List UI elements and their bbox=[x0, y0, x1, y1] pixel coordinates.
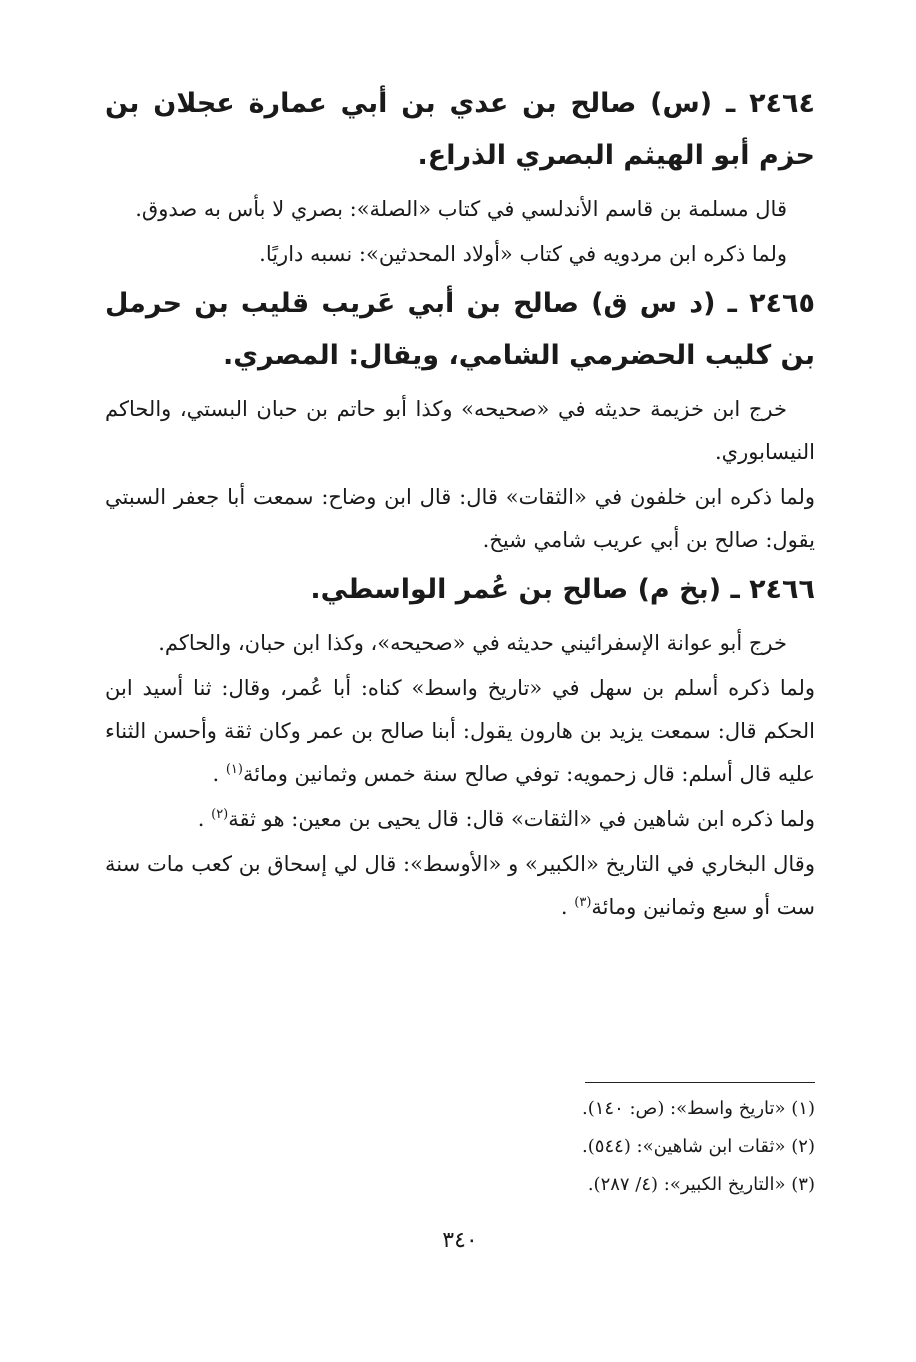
entry-paragraph-with-footnote: ولما ذكره أسلم بن سهل في «تاريخ واسط» كناه: أبا عُمر، وقال: ثنا أسيد ابن الحكم قال: سمعت يزيد بن هارون يقول: أبنا صالح بن عمر وكان ثقة وأحسن الثناء عليه قال أسلم: قال زحمويه: توفي صالح سنة خمس وثمانين ومائة$^{(١)}$ . bbox=[105, 676, 815, 786]
footnote-1: (١) «تاريخ واسط»: (ص: ١٤٠). bbox=[582, 1098, 815, 1119]
entry-paragraph-with-footnote: وقال البخاري في التاريخ «الكبير» و «الأوسط»: قال لي إسحاق بن كعب مات سنة ست أو سبع وثمانين ومائة$^{(٣)}$ . bbox=[105, 852, 815, 919]
entry-paragraph: ولما ذكره ابن خلفون في «الثقات» قال: قال ابن وضاح: سمعت أبا جعفر السبتي يقول: صالح بن أبي عريب شامي شيخ. bbox=[105, 485, 815, 552]
entry-paragraph: قال مسلمة بن قاسم الأندلسي في كتاب «الصلة»: بصري لا بأس به صدوق. bbox=[135, 197, 787, 221]
footnote-divider bbox=[585, 1082, 815, 1083]
entry-heading-2464: ٢٤٦٤ ـ (س) صالح بن عدي بن أبي عمارة عجلان بن حزم أبو الهيثم البصري الذراع. bbox=[105, 88, 815, 171]
footnote-mark-1: (١) bbox=[225, 762, 243, 777]
footnote-mark-3: (٣) bbox=[574, 895, 592, 910]
footnotes bbox=[105, 1090, 815, 1204]
paragraph-text: ولما ذكره ابن شاهين في «الثقات» قال: قال يحيى بن معين: هو ثقة bbox=[228, 807, 815, 831]
footnote-3: (٣) «التاريخ الكبير»: (٤/ ٢٨٧). bbox=[587, 1174, 815, 1195]
footnote-mark-2: (٢) bbox=[211, 807, 229, 822]
entry-paragraph: ولما ذكره ابن مردويه في كتاب «أولاد المحدثين»: نسبه داريًا. bbox=[259, 242, 787, 266]
entry-heading-2465: ٢٤٦٥ ـ (د س ق) صالح بن أبي عَريب قليب بن حرمل بن كليب الحضرمي الشامي، ويقال: المصري. bbox=[105, 288, 815, 371]
page-number: ٣٤٠ bbox=[442, 1228, 478, 1253]
footnote-2: (٢) «ثقات ابن شاهين»: (٥٤٤). bbox=[582, 1136, 815, 1157]
paragraph-text: وقال البخاري في التاريخ «الكبير» و «الأوسط»: قال لي إسحاق بن كعب مات سنة ست أو سبع وثمانين ومائة bbox=[105, 852, 815, 919]
entry-paragraph-with-footnote: ولما ذكره ابن شاهين في «الثقات» قال: قال يحيى بن معين: هو ثقة$^{(٢)}$ . bbox=[197, 807, 815, 831]
page bbox=[105, 78, 815, 1348]
entry-paragraph: خرج أبو عوانة الإسفرائيني حديثه في «صحيحه»، وكذا ابن حبان، والحاكم. bbox=[158, 631, 787, 655]
paragraph-text: ولما ذكره أسلم بن سهل في «تاريخ واسط» كناه: أبا عُمر، وقال: ثنا أسيد ابن الحكم قال: سمعت يزيد بن هارون يقول: أبنا صالح بن عمر وكان ثقة وأحسن الثناء عليه قال أسلم: قال زحمويه: توفي صالح سنة خمس وثمانين ومائة bbox=[105, 676, 815, 786]
entry-heading-2466: ٢٤٦٦ ـ (بخ م) صالح بن عُمر الواسطي. bbox=[310, 574, 815, 605]
entry-paragraph: خرج ابن خزيمة حديثه في «صحيحه» وكذا أبو حاتم بن حبان البستي، والحاكم النيسابوري. bbox=[105, 397, 815, 464]
